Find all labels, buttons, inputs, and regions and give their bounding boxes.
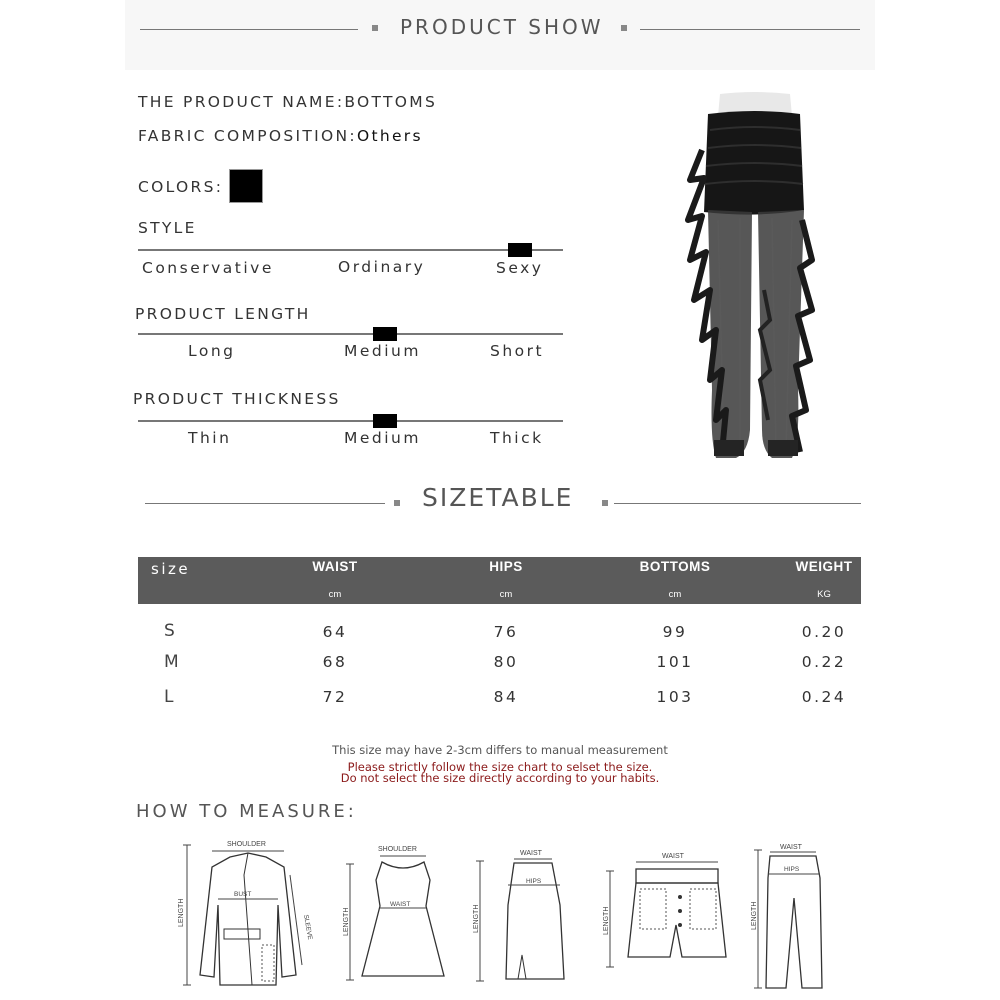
dress-measure-diagram	[338, 840, 448, 990]
table-cell-bottoms: 103	[656, 688, 694, 706]
pants-measure-diagram	[748, 838, 838, 993]
how-to-measure-title: HOW TO MEASURE:	[136, 801, 357, 822]
pants-length-label: LENGTH	[751, 901, 758, 930]
table-cell-weight: 0.20	[801, 623, 847, 641]
table-row-size: M	[164, 652, 179, 672]
jacket-bust-label: BUST	[234, 891, 252, 898]
skirt-measure-diagram	[470, 845, 580, 990]
fabric-composition-line	[138, 127, 423, 145]
fabric-value: Others	[356, 127, 423, 145]
header-bullet-left	[372, 25, 378, 31]
header-rule-right	[640, 29, 860, 30]
color-swatch-black[interactable]	[230, 170, 262, 202]
colors-label: COLORS:	[138, 178, 224, 196]
style-option-conservative: Conservative	[142, 259, 274, 277]
shorts-measure-diagram	[600, 845, 740, 985]
skirt-hips-label: HIPS	[526, 878, 542, 885]
bottoms-column-header: BOTTOMS	[639, 559, 711, 574]
pants-hips-label: HIPS	[784, 866, 800, 873]
length-option-long: Long	[188, 342, 236, 360]
table-row-size: S	[164, 621, 175, 641]
shorts-length-label: LENGTH	[603, 906, 610, 935]
waist-unit: cm	[328, 589, 342, 600]
product-name-value: BOTTOMS	[344, 93, 438, 111]
length-title: PRODUCT LENGTH	[135, 305, 311, 323]
header-rule-left	[140, 29, 358, 30]
dress-waist-label: WAIST	[390, 901, 411, 908]
hips-column-header: HIPS	[489, 559, 523, 574]
style-option-sexy: Sexy	[496, 259, 544, 277]
dress-shoulder-label: SHOULDER	[378, 846, 417, 853]
jacket-sleeve-label: SLEEVE	[302, 914, 314, 941]
weight-column-header: WEIGHT	[795, 559, 853, 574]
thickness-scale-marker	[373, 414, 397, 428]
size-chart-warning: Please strictly follow the size chart to selset the size.	[347, 760, 653, 774]
length-scale-line	[138, 333, 563, 335]
pants-waist-label: WAIST	[780, 844, 802, 851]
thickness-option-medium: Medium	[344, 429, 421, 447]
sizetable-rule-right	[614, 503, 861, 504]
fabric-label: FABRIC COMPOSITION:	[138, 127, 357, 145]
jacket-length-label: LENGTH	[178, 898, 185, 927]
table-cell-hips: 84	[493, 688, 519, 706]
style-title: STYLE	[138, 219, 197, 237]
product-name-line	[138, 93, 437, 111]
bottoms-unit: cm	[668, 589, 682, 600]
sizetable-title: SIZETABLE	[422, 483, 574, 512]
product-photo	[680, 90, 830, 465]
table-cell-weight: 0.22	[801, 653, 847, 671]
waist-column-header: WAIST	[312, 559, 358, 574]
skirt-waist-label: WAIST	[520, 850, 542, 857]
skirt-length-label: LENGTH	[473, 904, 480, 933]
table-cell-waist: 64	[322, 623, 348, 641]
weight-unit: KG	[817, 589, 831, 600]
product-name-label: THE PRODUCT NAME:	[138, 93, 345, 111]
sizetable-bullet-right	[602, 500, 608, 506]
length-option-medium: Medium	[344, 342, 421, 360]
table-cell-hips: 76	[493, 623, 519, 641]
product-show-title: PRODUCT SHOW	[400, 15, 604, 39]
table-cell-weight: 0.24	[801, 688, 847, 706]
hips-unit: cm	[499, 589, 513, 600]
table-row-size: L	[164, 687, 174, 707]
measurement-note: This size may have 2-3cm differs to manual measurement	[332, 743, 668, 757]
table-cell-hips: 80	[493, 653, 519, 671]
header-bullet-right	[621, 25, 627, 31]
thickness-option-thin: Thin	[188, 429, 232, 447]
jacket-measure-diagram	[172, 835, 322, 995]
style-scale-line	[138, 249, 563, 251]
thickness-title: PRODUCT THICKNESS	[133, 390, 341, 408]
table-cell-bottoms: 101	[656, 653, 694, 671]
style-scale-marker	[508, 243, 532, 257]
length-option-short: Short	[490, 342, 545, 360]
size-column-header: size	[151, 560, 191, 578]
length-scale-marker	[373, 327, 397, 341]
habit-warning: Do not select the size directly according to your habits.	[340, 771, 660, 785]
table-cell-waist: 72	[322, 688, 348, 706]
dress-length-label: LENGTH	[343, 907, 350, 936]
sizetable-rule-left	[145, 503, 385, 504]
thickness-option-thick: Thick	[490, 429, 544, 447]
jacket-shoulder-label: SHOULDER	[227, 841, 266, 848]
sizetable-bullet-left	[394, 500, 400, 506]
table-cell-bottoms: 99	[662, 623, 688, 641]
shorts-waist-label: WAIST	[662, 853, 684, 860]
style-option-ordinary: Ordinary	[338, 258, 426, 276]
table-cell-waist: 68	[322, 653, 348, 671]
thickness-scale-line	[138, 420, 563, 422]
